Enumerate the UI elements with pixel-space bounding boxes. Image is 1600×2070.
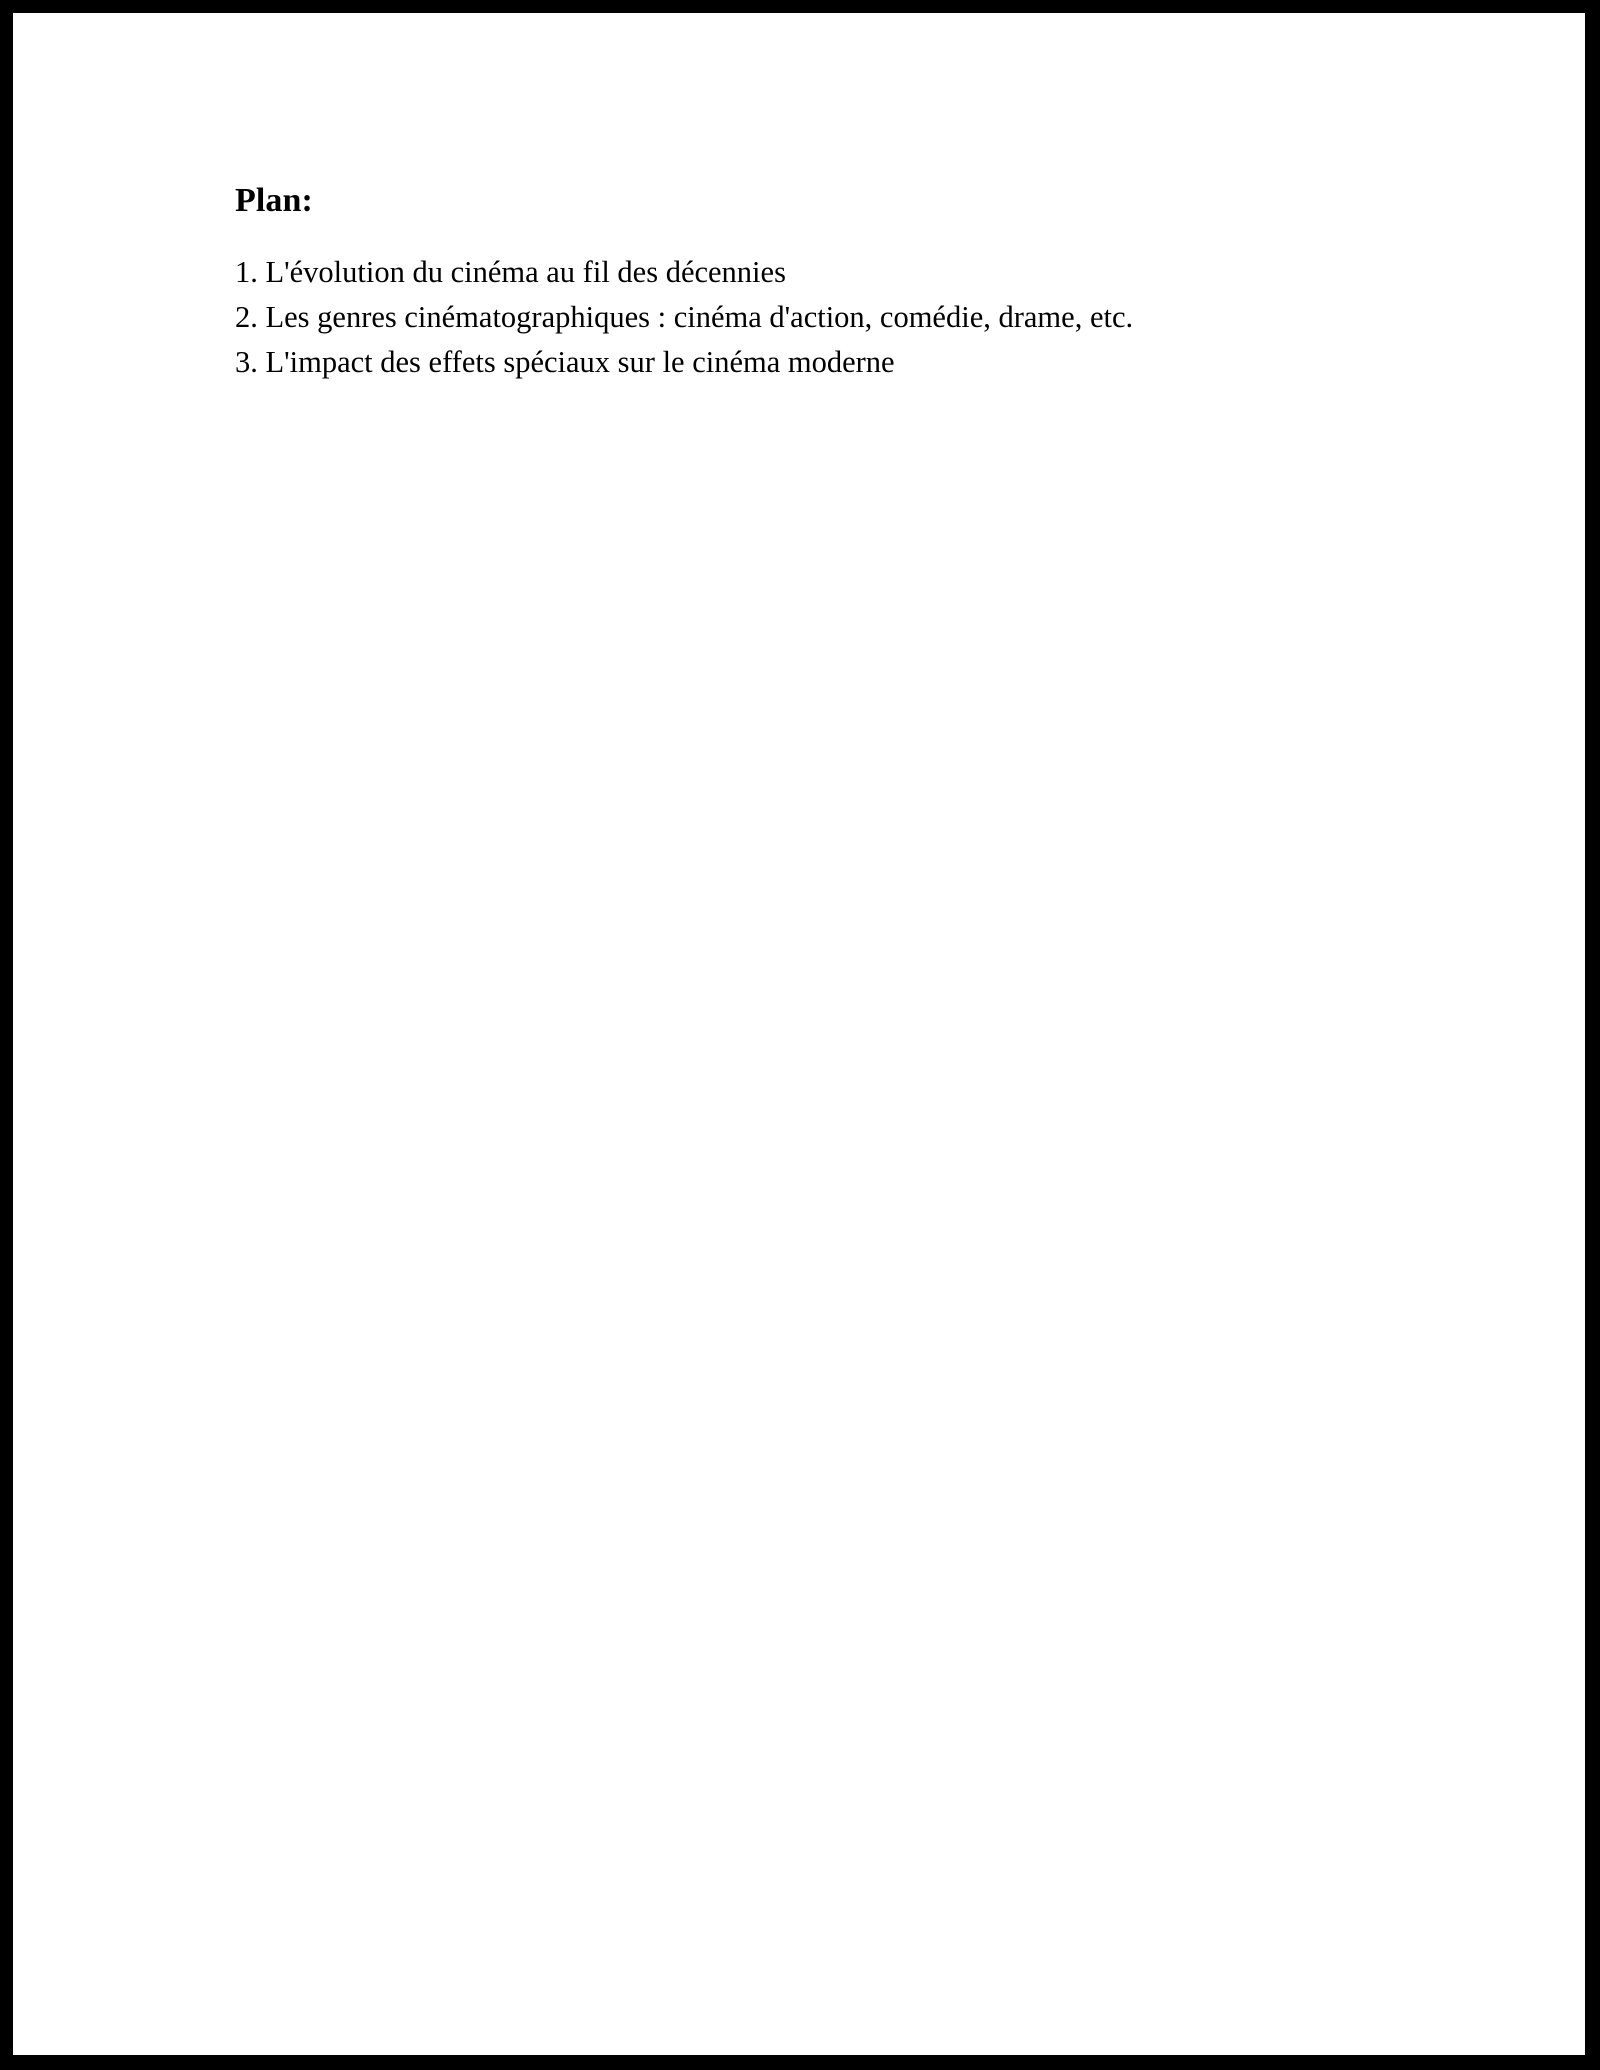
document-page xyxy=(10,10,1588,2058)
page-title: Plan: xyxy=(235,182,313,219)
page-content-area xyxy=(13,13,1585,2055)
plan-list xyxy=(235,250,1355,385)
list-item: 1. L'évolution du cinéma au fil des décennies xyxy=(235,254,786,289)
list-item: 2. Les genres cinématographiques : cinéma d'action, comédie, drame, etc. xyxy=(235,299,1134,334)
list-item: 3. L'impact des effets spéciaux sur le cinéma moderne xyxy=(235,345,895,380)
document-body xyxy=(235,181,1355,385)
